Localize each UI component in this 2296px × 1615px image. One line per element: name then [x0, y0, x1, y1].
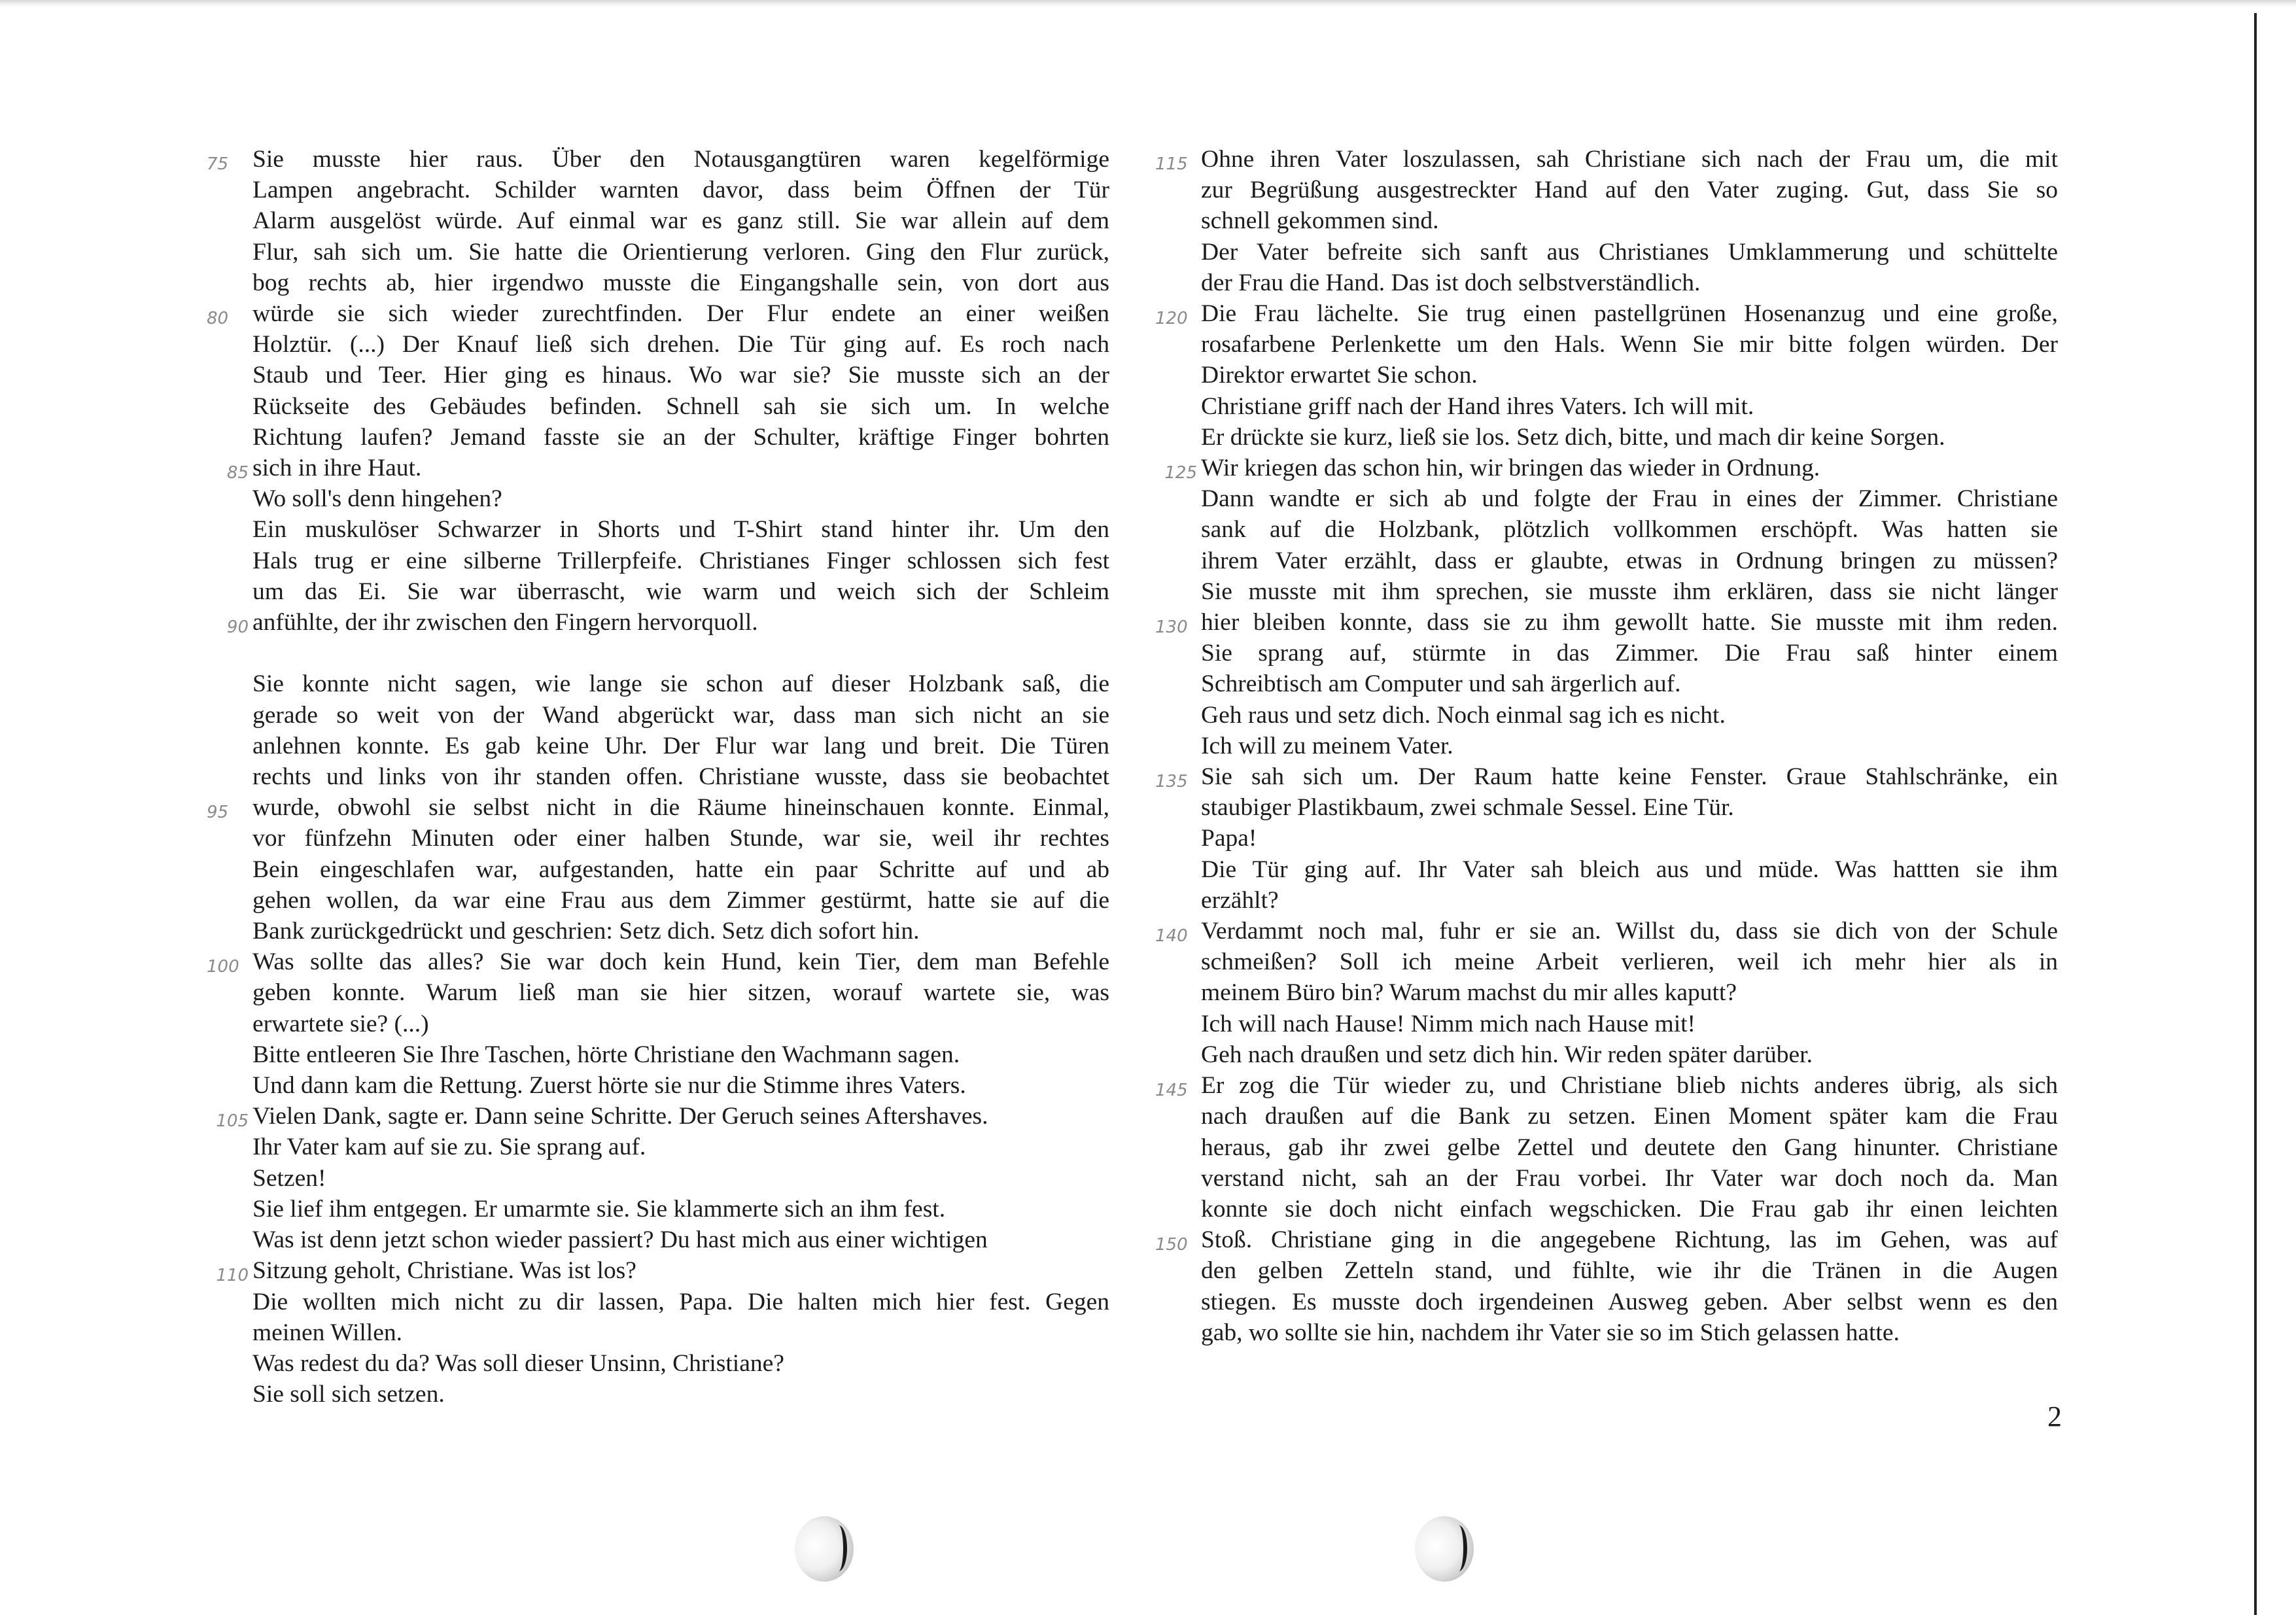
text-line [1201, 237, 2058, 268]
line-text: Wo soll's denn hingehen? [252, 485, 502, 513]
line-text: ihrem Vater erzählt, dass er glaubte, etwas in Ordnung bringen zu müssen? [1201, 547, 2058, 574]
line-text: Lampen angebracht. Schilder warnten davor, dass beim Öffnen der Tür [252, 177, 1109, 204]
text-line [252, 761, 1109, 792]
page-edge-line [2254, 13, 2257, 1615]
line-text: Sie lief ihm entgegen. Er umarmte sie. Sie klammerte sich an ihm fest. [252, 1195, 946, 1223]
text-line [1201, 360, 2058, 391]
handwritten-line-number: 110 [216, 1266, 249, 1286]
handwritten-line-number: 115 [1155, 154, 1188, 174]
handwritten-line-number: 95 [207, 803, 229, 823]
handwritten-line-number: 120 [1155, 309, 1188, 329]
line-text: Er drückte sie kurz, ließ sie los. Setz dich, bitte, und mach dir keine Sorgen. [1201, 423, 1945, 451]
line-text: wurde, obwohl sie selbst nicht in die Räume hineinschauen konnte. Einmal, [252, 794, 1109, 822]
text-line [252, 1163, 1109, 1194]
line-text: der Frau die Hand. Das ist doch selbstverständlich. [1201, 269, 1701, 296]
text-line [1201, 700, 2058, 731]
text-line [1201, 1287, 2058, 1317]
line-text: Bank zurückgedrückt und geschrien: Setz dich. Setz dich sofort hin. [252, 918, 920, 945]
text-line [1201, 1009, 2058, 1039]
text-line [226, 453, 1109, 483]
text-line [252, 268, 1109, 298]
line-text: hier bleiben konnte, dass sie zu ihm gewollt hatte. Sie musste mit ihm reden. [1201, 609, 2058, 636]
text-line [1201, 1101, 2058, 1132]
line-text: meinen Willen. [252, 1319, 402, 1346]
text-line [252, 916, 1109, 946]
text-line [1155, 761, 2058, 792]
text-line [252, 854, 1109, 885]
text-line [252, 546, 1109, 576]
text-line [1155, 144, 2058, 175]
line-text: gerade so weit von der Wand abgerückt war, dass man sich nicht an sie [252, 701, 1109, 729]
line-text: würde sie sich wieder zurechtfinden. Der Flur endete an einer weißen [252, 300, 1109, 328]
line-text: um das Ei. Sie war überrascht, wie warm und weich sich der Schleim [252, 578, 1109, 605]
line-text: Stoß. Christiane ging in die angegebene Richtung, las im Gehen, was auf [1201, 1226, 2058, 1254]
line-text: Christiane griff nach der Hand ihres Vaters. Ich will mit. [1201, 392, 1754, 420]
text-line [252, 175, 1109, 205]
line-text: Sie sah sich um. Der Raum hatte keine Fenster. Graue Stahlschränke, ein [1201, 763, 2058, 791]
text-line [1201, 1039, 2058, 1070]
line-text: Rückseite des Gebäudes befinden. Schnell sah sie sich um. In welche [252, 392, 1109, 420]
text-line [1201, 823, 2058, 854]
text-line [1201, 1163, 2058, 1194]
line-text: Was sollte das alles? Sie war doch kein Hund, kein Tier, dem man Befehle [252, 948, 1109, 976]
line-text: staubiger Plastikbaum, zwei schmale Sessel. Eine Tür. [1201, 794, 1734, 822]
text-line [1201, 946, 2058, 977]
punch-hole-right [1415, 1516, 1474, 1582]
line-text: sank auf die Holzbank, plötzlich vollkommen erschöpft. Was hatten sie [1201, 516, 2058, 544]
text-line [252, 422, 1109, 453]
text-line [207, 792, 1109, 823]
text-line [252, 700, 1109, 731]
text-line [1201, 514, 2058, 545]
line-text: Ich will nach Hause! Nimm mich nach Hause mit! [1201, 1010, 1696, 1037]
line-text: Ein muskulöser Schwarzer in Shorts und T-Shirt stand hinter ihr. Um den [252, 516, 1109, 544]
line-text: schnell gekommen sind. [1201, 207, 1439, 235]
line-text: gab, wo sollte sie hin, nachdem ihr Vater sie so im Stich gelassen hatte. [1201, 1319, 1900, 1346]
text-line [216, 1255, 1109, 1286]
line-text: erwartete sie? (...) [252, 1010, 429, 1037]
line-text: Ich will zu meinem Vater. [1201, 732, 1453, 759]
line-text: Die Frau lächelte. Sie trug einen pastellgrünen Hosenanzug und eine große, [1201, 300, 2058, 328]
text-line [252, 731, 1109, 761]
paragraph-gap [252, 638, 1109, 669]
text-line [1201, 576, 2058, 607]
handwritten-line-number: 135 [1155, 772, 1188, 792]
line-text: Flur, sah sich um. Sie hatte die Orientierung verloren. Ging den Flur zurück, [252, 238, 1109, 266]
text-line [1201, 731, 2058, 761]
line-text: Sie musste hier raus. Über den Notausgangtüren waren kegelförmige [252, 146, 1109, 173]
text-line [207, 298, 1109, 329]
text-line [1201, 1132, 2058, 1163]
text-line [252, 360, 1109, 391]
line-text: meinem Büro bin? Warum machst du mir alles kaputt? [1201, 979, 1737, 1007]
text-line [252, 977, 1109, 1008]
line-text: heraus, gab ihr zwei gelbe Zettel und deutete den Gang hinunter. Christiane [1201, 1134, 2058, 1161]
text-line [252, 1224, 1109, 1255]
line-text: Bein eingeschlafen war, aufgestanden, hatte ein paar Schritte auf und ab [252, 856, 1109, 883]
handwritten-line-number: 100 [207, 957, 239, 977]
line-text: Dann wandte er sich ab und folgte der Frau in eines der Zimmer. Christiane [1201, 485, 2058, 513]
text-line [1155, 607, 2058, 638]
text-line [1201, 669, 2058, 699]
text-line [1201, 1194, 2058, 1224]
text-line [1201, 638, 2058, 669]
text-line [1201, 391, 2058, 422]
left-text-column [207, 144, 1109, 1410]
text-line [252, 483, 1109, 514]
handwritten-line-number: 90 [226, 617, 249, 638]
handwritten-line-number: 140 [1155, 926, 1188, 946]
line-text: Sie musste mit ihm sprechen, sie musste ihm erklären, dass sie nicht länger [1201, 578, 2058, 605]
text-line [1201, 268, 2058, 298]
text-line [252, 823, 1109, 854]
text-line [226, 607, 1109, 638]
text-line [252, 205, 1109, 236]
line-text: vor fünfzehn Minuten oder einer halben Stunde, war sie, weil ihr rechtes [252, 825, 1109, 852]
right-text-column [1155, 144, 2058, 1348]
text-line [1155, 916, 2058, 946]
text-line [1201, 205, 2058, 236]
line-text: Alarm ausgelöst würde. Auf einmal war es ganz still. Sie war allein auf dem [252, 207, 1109, 235]
line-text: Der Vater befreite sich sanft aus Christianes Umklammerung und schüttelte [1201, 238, 2058, 266]
line-text: Geh raus und setz dich. Noch einmal sag ich es nicht. [1201, 701, 1726, 729]
text-line [1201, 546, 2058, 576]
text-line [252, 514, 1109, 545]
text-line [207, 946, 1109, 977]
text-line [1201, 1255, 2058, 1286]
scan-top-edge [0, 0, 2296, 7]
text-line [1201, 792, 2058, 823]
line-text: Richtung laufen? Jemand fasste sie an der Schulter, kräftige Finger bohrten [252, 423, 1109, 451]
line-text: Wir kriegen das schon hin, wir bringen das wieder in Ordnung. [1201, 455, 1820, 482]
handwritten-line-number: 150 [1155, 1235, 1188, 1255]
handwritten-line-number: 105 [216, 1111, 249, 1132]
line-text: Bitte entleeren Sie Ihre Taschen, hörte Christiane den Wachmann sagen. [252, 1041, 960, 1068]
line-text: Geh nach draußen und setz dich hin. Wir reden später darüber. [1201, 1041, 1813, 1068]
text-line [1164, 453, 2058, 483]
handwritten-line-number: 85 [226, 463, 249, 483]
text-line [1201, 1317, 2058, 1348]
line-text: Ihr Vater kam auf sie zu. Sie sprang auf. [252, 1134, 646, 1161]
text-line [252, 1009, 1109, 1039]
text-line [1201, 175, 2058, 205]
text-line [1201, 422, 2058, 453]
line-text: bog rechts ab, hier irgendwo musste die Eingangshalle sein, von dort aus [252, 269, 1109, 296]
text-line [252, 1379, 1109, 1410]
text-line [1201, 854, 2058, 885]
line-text: Sie sprang auf, stürmte in das Zimmer. Die Frau saß hinter einem [1201, 640, 2058, 667]
punch-hole-left [795, 1516, 854, 1582]
line-text: schmeißen? Soll ich meine Arbeit verlieren, weil ich mehr hier als in [1201, 948, 2058, 976]
line-text: Setzen! [252, 1164, 326, 1192]
line-text: Holztür. (...) Der Knauf ließ sich drehen. Die Tür ging auf. Es roch nach [252, 331, 1109, 358]
line-text: Sie soll sich setzen. [252, 1381, 445, 1408]
text-line [1201, 885, 2058, 916]
text-line [252, 1132, 1109, 1162]
line-text: Verdammt noch mal, fuhr er sie an. Willst du, dass sie dich von der Schule [1201, 918, 2058, 945]
text-line [252, 237, 1109, 268]
handwritten-line-number: 80 [207, 309, 229, 329]
handwritten-line-number: 125 [1164, 463, 1197, 483]
text-line [252, 391, 1109, 422]
page-number: 2 [2047, 1400, 2062, 1433]
line-text: den gelben Zetteln stand, und fühlte, wie ihr die Tränen in die Augen [1201, 1257, 2058, 1285]
line-text: Er zog die Tür wieder zu, und Christiane blieb nichts anderes übrig, als sich [1201, 1072, 2058, 1100]
line-text: rosafarbene Perlenkette um den Hals. Wenn Sie mir bitte folgen würden. Der [1201, 331, 2058, 358]
line-text: erzählt? [1201, 886, 1279, 914]
line-text: sich in ihre Haut. [252, 455, 422, 482]
text-line [252, 329, 1109, 360]
text-line [1155, 1224, 2058, 1255]
line-text: Vielen Dank, sagte er. Dann seine Schritte. Der Geruch seines Aftershaves. [252, 1103, 988, 1130]
text-line [252, 1317, 1109, 1348]
line-text: Die Tür ging auf. Ihr Vater sah bleich aus und müde. Was hattten sie ihm [1201, 856, 2058, 883]
text-line [252, 669, 1109, 699]
text-line [252, 1287, 1109, 1317]
line-text: Sie konnte nicht sagen, wie lange sie schon auf dieser Holzbank saß, die [252, 670, 1109, 698]
handwritten-line-number: 75 [207, 154, 229, 174]
line-text: anfühlte, der ihr zwischen den Fingern hervorquoll. [252, 609, 758, 636]
line-text: verstand nicht, sah an der Frau vorbei. Ihr Vater war doch noch da. Man [1201, 1164, 2058, 1192]
line-text: anlehnen konnte. Es gab keine Uhr. Der Flur war lang und breit. Die Türen [252, 732, 1109, 759]
line-text: Die wollten mich nicht zu dir lassen, Papa. Die halten mich hier fest. Gegen [252, 1288, 1109, 1315]
text-line [1155, 1070, 2058, 1101]
line-text: zur Begrüßung ausgestreckter Hand auf den Vater zuging. Gut, dass Sie so [1201, 177, 2058, 204]
line-text: nach draußen auf die Bank zu setzen. Einen Moment später kam die Frau [1201, 1103, 2058, 1130]
text-line [1201, 977, 2058, 1008]
text-line [252, 1039, 1109, 1070]
line-text: rechts und links von ihr standen offen. Christiane wusste, dass sie beobachtet [252, 763, 1109, 791]
line-text: Schreibtisch am Computer und sah ärgerlich auf. [1201, 670, 1681, 698]
line-text: Was ist denn jetzt schon wieder passiert? Du hast mich aus einer wichtigen [252, 1226, 988, 1254]
text-line [216, 1101, 1109, 1132]
text-line [252, 1070, 1109, 1101]
line-text: Was redest du da? Was soll dieser Unsinn, Christiane? [252, 1349, 784, 1377]
text-line [252, 1348, 1109, 1379]
text-line [252, 885, 1109, 916]
text-line [252, 1194, 1109, 1224]
line-text: Sitzung geholt, Christiane. Was ist los? [252, 1257, 636, 1285]
text-line [1201, 329, 2058, 360]
line-text: Papa! [1201, 825, 1257, 852]
text-line [1201, 483, 2058, 514]
line-text: Hals trug er eine silberne Trillerpfeife. Christianes Finger schlossen sich fest [252, 547, 1109, 574]
handwritten-line-number: 130 [1155, 617, 1188, 638]
line-text: gehen wollen, da war eine Frau aus dem Zimmer gestürmt, hatte sie auf die [252, 886, 1109, 914]
line-text: Staub und Teer. Hier ging es hinaus. Wo war sie? Sie musste sich an der [252, 362, 1109, 389]
line-text: Und dann kam die Rettung. Zuerst hörte sie nur die Stimme ihres Vaters. [252, 1072, 966, 1100]
text-line [1155, 298, 2058, 329]
line-text: Ohne ihren Vater loszulassen, sah Christiane sich nach der Frau um, die mit [1201, 146, 2058, 173]
text-line [207, 144, 1109, 175]
line-text: Direktor erwartet Sie schon. [1201, 362, 1478, 389]
text-line [252, 576, 1109, 607]
line-text: stiegen. Es musste doch irgendeinen Ausweg geben. Aber selbst wenn es den [1201, 1288, 2058, 1315]
handwritten-line-number: 145 [1155, 1081, 1188, 1101]
line-text: konnte sie doch nicht einfach wegschicken. Die Frau gab ihr einen leichten [1201, 1195, 2058, 1223]
line-text: geben konnte. Warum ließ man sie hier sitzen, worauf wartete sie, was [252, 979, 1109, 1007]
